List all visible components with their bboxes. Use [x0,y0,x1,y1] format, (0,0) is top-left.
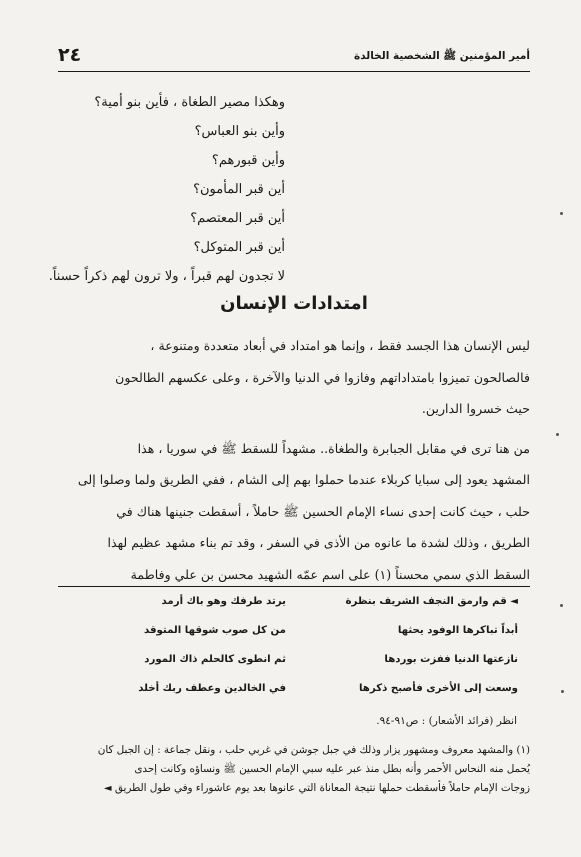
text-line: السقط الذي سمي محسناً (١) على اسم عمّه الشهيد محسن بن علي وفاطمة [130,566,530,582]
scan-speck [560,604,563,607]
verse-second-half: في الخالدين وعطف ربك أخلد [138,683,286,694]
header-rule [58,71,530,72]
verse [70,654,518,683]
scan-speck [561,690,564,693]
section-title: امتدادات الإنسان [220,293,368,314]
footnote-line [58,780,530,799]
page-number: ٢٤ [58,44,82,66]
text-line: حلب ، حيث كانت إحدى نساء الإمام الحسين ﷺ حاملاً ، أسقطت جنينها هناك في [116,503,530,519]
source-reference: انظر (فرائد الأشعار) : ص٩١-٩٤. [376,715,517,727]
text-line: حيث خسروا الدارين. [421,401,530,416]
footnote-separator [58,586,530,587]
text-line: وأين قبورهم؟ [211,153,285,168]
text-line: وأين بنو العباس؟ [194,124,285,139]
intro-questions [45,92,285,295]
verse-first-half [302,596,518,607]
text-line: لا تجدون لهم قبراً ، ولا ترون لهم ذكراً حسناً. [48,269,285,284]
text-line: أين قبر المعتصم؟ [190,211,285,226]
text-line: أين قبر المتوكل؟ [193,240,285,255]
verse-first-half: أبداً تباكرها الوفود يحثها [397,625,518,636]
footnote-line: يُحمل منه النحاس الأحمر وأنه بطل منذ عبر عليه سبي الإمام الحسين ﷺ ونساؤه وكانت إحدى [134,763,530,775]
paragraph-gap [58,430,530,438]
scan-speck [556,433,559,436]
footnote [58,742,530,799]
triangle-marker-icon: ◄ [510,596,518,607]
scan-speck [560,212,563,215]
verse-text: قم وارمق النجف الشريف بنظرة [345,596,507,607]
poem [70,596,518,712]
text-line: أين قبر المأمون؟ [193,182,285,197]
running-title: أمير المؤمنين ﷺ الشخصية الخالدة [354,50,530,62]
verse [70,683,518,712]
text-line: المشهد يعود إلى سبايا كربلاء عندما حملوا بهم إلى الشام ، ففي الطريق ولما وصلوا إلى [77,472,530,487]
footnote-text: زوجات الإمام حاملاً فأسقطت حملها نتيجة المعاناة التي عانوها بعد يوم عاشوراء وفي طول الطريق [114,782,530,794]
verse-first-half: وسعت إلى الأخرى فأصبح ذكرها [358,683,518,694]
verse-second-half: من كل صوب شوقها المتوقد [143,625,286,636]
page-header [58,44,530,70]
text-line: من هنا ترى في مقابل الجبابرة والطغاة.. مشهداً للسقط ﷺ في سوريا ، هذا [137,440,530,456]
verse-first-half: نازعتها الدنيا ففزت بوردها [384,654,518,665]
verse [70,625,518,654]
triangle-marker-icon: ◄ [103,783,112,794]
text-line: الطريق ، وذلك لشدة ما عانوه من الأذى في السفر ، وقد تم بناء مشهد عظيم لهذا [107,535,530,550]
text-line: فالصالحون تميزوا بامتداداتهم وفازوا في الدنيا والآخرة ، وعلى عكسهم الطالحون [115,369,530,385]
text-line: وهكذا مصير الطغاة ، فأين بنو أمية؟ [94,95,285,110]
footnote-line: (١) والمشهد معروف ومشهور يزار وذلك في جبل جوشن في غربي حلب ، ونقل جماعة : إن الجبل كان [97,744,530,756]
verse-second-half: ثم انطوى كالحلم ذاك المورد [144,654,286,665]
verse [70,596,518,625]
verse-second-half: يرتد طرفك وهو باك أرمد [161,596,286,607]
text-line: ليس الإنسان هذا الجسد فقط ، وإنما هو امتداد في أبعاد متعددة ومتنوعة ، [150,338,530,353]
body-text [58,335,530,595]
